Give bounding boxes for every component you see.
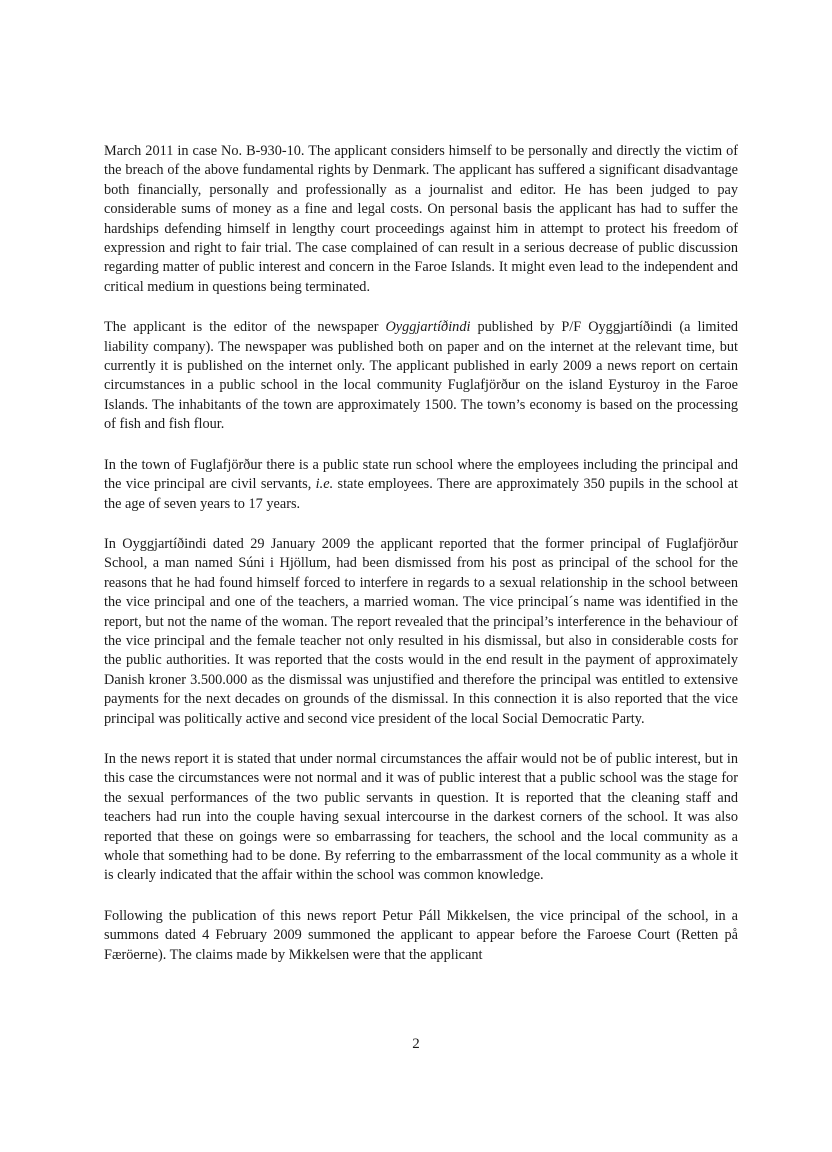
page-number: 2 — [412, 1036, 420, 1052]
paragraph-1 — [104, 142, 738, 297]
paragraph-2-text-b: published by P/F Oyggjartíðindi (a limited liability company). The newspaper was published both on paper and on the internet at the relevant time, but currently it is published on the internet only. The applicant published in early 2009 a news report on certain circumstances in a public school in the local community Fuglafjörður on the island Eysturoy in the Faroe Islands. The inhabitants of the town are approximately 1500. The town’s economy is based on the processing of fish and fish flour. — [104, 319, 738, 433]
paragraph-3-text-b: state employees. There are approximately 350 pupils in the school at the age of seven years to 17 years. — [104, 476, 738, 512]
paragraph-5-text: In the news report it is stated that under normal circumstances the affair would not be of public interest, but in this case the circumstances were not normal and it was of public interest that a public school was the stage for the sexual performances of the two public servants in question. It is reported that the cleaning staff and teachers had run into the couple having sexual intercourse in the darkest corners of the school. It was also reported that these on goings were so embarrassing for teachers, the school and the local community as a whole that something had to be done. By referring to the embarrassment of the local community as a whole it is clearly indicated that the affair within the school was common knowledge. — [104, 750, 738, 884]
paragraph-3 — [104, 456, 738, 514]
paragraph-2-text-a: The applicant is the editor of the newspaper — [104, 319, 386, 336]
paragraph-5 — [104, 750, 738, 886]
paragraph-6 — [104, 907, 738, 965]
paragraph-4 — [104, 535, 738, 729]
paragraph-3-text-a: In the town of Fuglafjörður there is a public state run school where the employees including the principal and the vice principal are civil servants, — [104, 456, 738, 493]
paragraph-4-text: In Oyggjartíðindi dated 29 January 2009 the applicant reported that the former principal of Fuglafjörður School, a man named Súni i Hjöllum, had been dismissed from his post as principal of the school for the reasons that he had found himself forced to interfere in regards to a sexual relationship in the school between the vice principal and one of the teachers, a married woman. The vice principal´s name was identified in the report, but not the name of the woman. The report revealed that the principal’s interference in the behaviour of the vice principal and the female teacher not only resulted in his dismissal, but also in considerable costs for the public authorities. It was reported that the costs would in the end result in the payment of approximately Danish kroner 3.500.000 as the dismissal was unjustified and therefore the principal was entitled to extensive payments for the next decades on grounds of the dismissal. In this connection it is also reported that the vice principal was politically active and second vice president of the local Social Democratic Party. — [104, 535, 738, 727]
paragraph-2 — [104, 318, 738, 434]
ie-abbreviation: i.e. — [315, 476, 334, 493]
newspaper-name: Oyggjartíðindi — [385, 319, 471, 336]
page-body — [104, 142, 738, 986]
paragraph-1-text: March 2011 in case No. B-930-10. The applicant considers himself to be personally and directly the victim of the breach of the above fundamental rights by Denmark. The applicant has suffered a significant disadvantage both financially, personally and professionally as a journalist and editor. He has been judged to pay considerable sums of money as a fine and legal costs. On personal basis the applicant has had to suffer the hardships defending himself in lengthy court proceedings against him in attempt to protect his freedom of expression and right to fair trial. The case complained of can result in a serious decrease of public discussion regarding matter of public interest and concern in the Faroe Islands. It might even lead to the independent and critical medium in questions being terminated. — [104, 143, 738, 295]
paragraph-6-text: Following the publication of this news report Petur Páll Mikkelsen, the vice principal of the school, in a summons dated 4 February 2009 summoned the applicant to appear before the Faroese Court (Retten på Færöerne). The claims made by Mikkelsen were that the applicant — [104, 907, 738, 963]
